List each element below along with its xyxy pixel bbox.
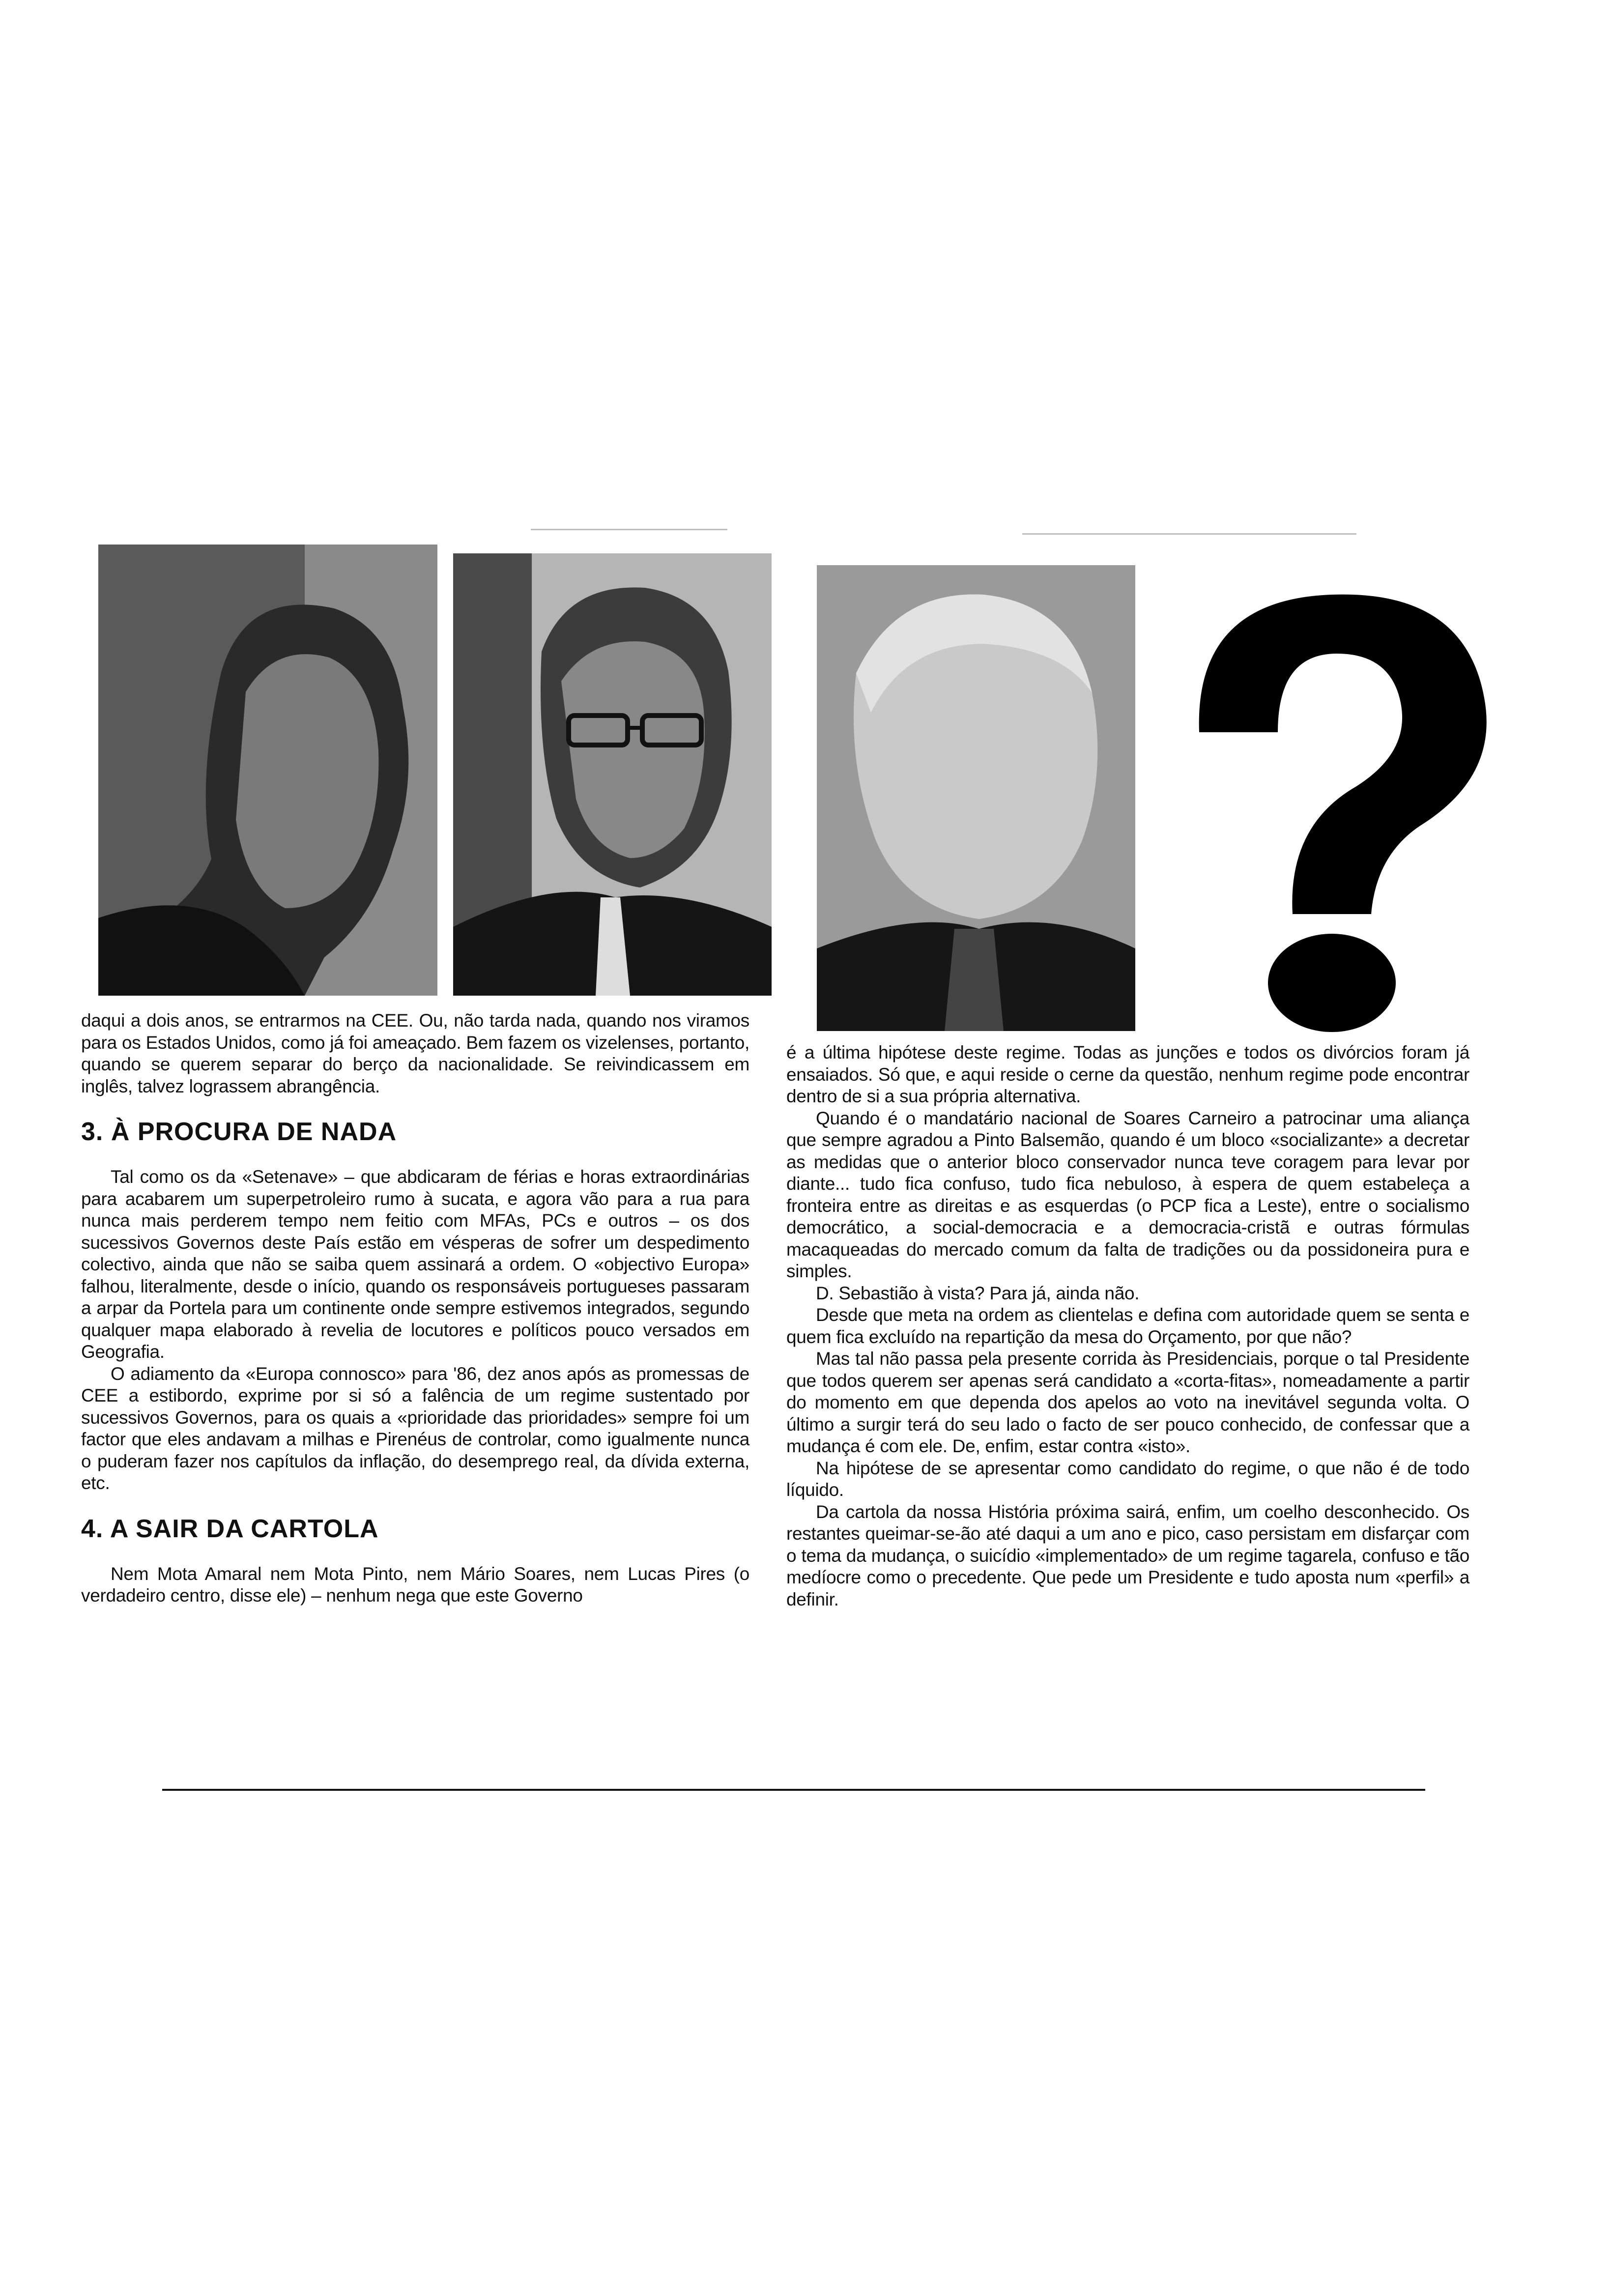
right-paragraph-4: Desde que meta na ordem as clientelas e defina com autoridade quem se senta e quem fica excluído na repartição da mesa do Orçamento, por que não? (786, 1305, 1469, 1347)
photo-politician-profile (98, 545, 437, 996)
right-paragraph-6: Na hipótese de se apresentar como candidato do regime, o que não é de todo líquido. (786, 1458, 1469, 1500)
scan-mark (531, 529, 727, 530)
right-paragraph-5: Mas tal não passa pela presente corrida às Presidenciais, porque o tal Presidente que todos querem ser apenas será candidato a «corta-fitas», nomeadamente a partir do momento em que dependa dos apelos ao voto na inevitável segunda volta. O último a surgir terá do seu lado o facto de ser pouco conhecido, de confessar que a mudança é com ele. De, enfim, estar contra «isto». (786, 1349, 1469, 1456)
right-paragraph-7: Da cartola da nossa História próxima sairá, enfim, um coelho desconhecido. Os restantes queimar-se-ão até daqui a um ano e pico, caso persistam em disfarçar com o tema da mudança, o suicídio «implementado» de um regime tagarela, confuso e tão medíocre como o precedente. Que pede um Presidente e tudo aposta num «perfil» a definir. (786, 1501, 1469, 1609)
bottom-rule (162, 1789, 1425, 1791)
section-4-heading: 4. A SAIR DA CARTOLA (81, 1514, 379, 1543)
intro-paragraph: daqui a dois anos, se entrarmos na CEE. Ou, não tarda nada, quando nos viramos para os Estados Unidos, como já foi ameaçado. Bem fazem os vizelenses, portanto, quando se querem separar do berço da nacionalidade. Se reivindicassem em inglês, talvez lograssem abrangência. (81, 1010, 749, 1096)
left-column (81, 1010, 749, 1607)
section-3-paragraph-1: Tal como os da «Setenave» – que abdicaram de férias e horas extraordinárias para acabarem um superpetroleiro rumo à sucata, e agora vão para a rua para nunca mais perderem tempo nem feitio com MFAs, PCs e outros – os dos sucessivos Governos deste País estão em vésperas de sofrer um despedimento colectivo, ainda que não se saiba quem assinará a ordem. O «objectivo Europa» falhou, literalmente, desde o início, quando os responsáveis portugueses passaram a arpar da Portela para um continente onde sempre estivemos integrados, segundo qualquer mapa elaborado à revelia de locutores e políticos pouco versados em Geografia. (81, 1167, 749, 1362)
right-paragraph-2: Quando é o mandatário nacional de Soares Carneiro a patrocinar uma aliança que sempre agradou a Pinto Balsemão, quando é um bloco «socializante» a decretar as medidas que o anterior bloco conservador nunca teve coragem para levar por diante... tudo fica confuso, tudo fica nebuloso, à espera de quem estabeleça a fronteira entre as direitas e as esquerdas (o PCP fica a Leste), entre o socialismo democrático, a social-democracia e a democracia-cristã e outras fórmulas macaqueadas do mercado comum da falta de tradições ou da possidoneira pura e simples. (786, 1108, 1469, 1281)
photo-politician-glasses (453, 553, 772, 996)
question-mark-graphic (1145, 570, 1519, 1032)
scan-mark (1022, 533, 1356, 535)
section-3-paragraph-2: O adiamento da «Europa connosco» para '86, dez anos após as promessas de CEE a estibordo, exprime por si só a falência de um regime sustentado por sucessivos Governos, para os quais a «prioridade das prioridades» sempre foi um factor que eles andavam a milhas e Pirenéus de controlar, como igualmente nunca o puderam fazer nos capítulos da inflação, do desemprego real, da dívida externa, etc. (81, 1363, 749, 1493)
right-column (786, 1042, 1469, 1610)
right-paragraph-3: D. Sebastião à vista? Para já, ainda não. (816, 1283, 1140, 1303)
photo-politician-smiling (817, 565, 1135, 1031)
right-paragraph-1: é a última hipótese deste regime. Todas as junções e todos os divórcios foram já ensaiados. Só que, e aqui reside o cerne da questão, nenhum regime pode encontrar dentro de si a sua própria alternativa. (786, 1042, 1469, 1106)
section-4-paragraph-1: Nem Mota Amaral nem Mota Pinto, nem Mário Soares, nem Lucas Pires (o verdadeiro centro, disse ele) – nenhum nega que este Governo (81, 1563, 749, 1606)
section-3-heading: 3. À PROCURA DE NADA (81, 1118, 397, 1146)
